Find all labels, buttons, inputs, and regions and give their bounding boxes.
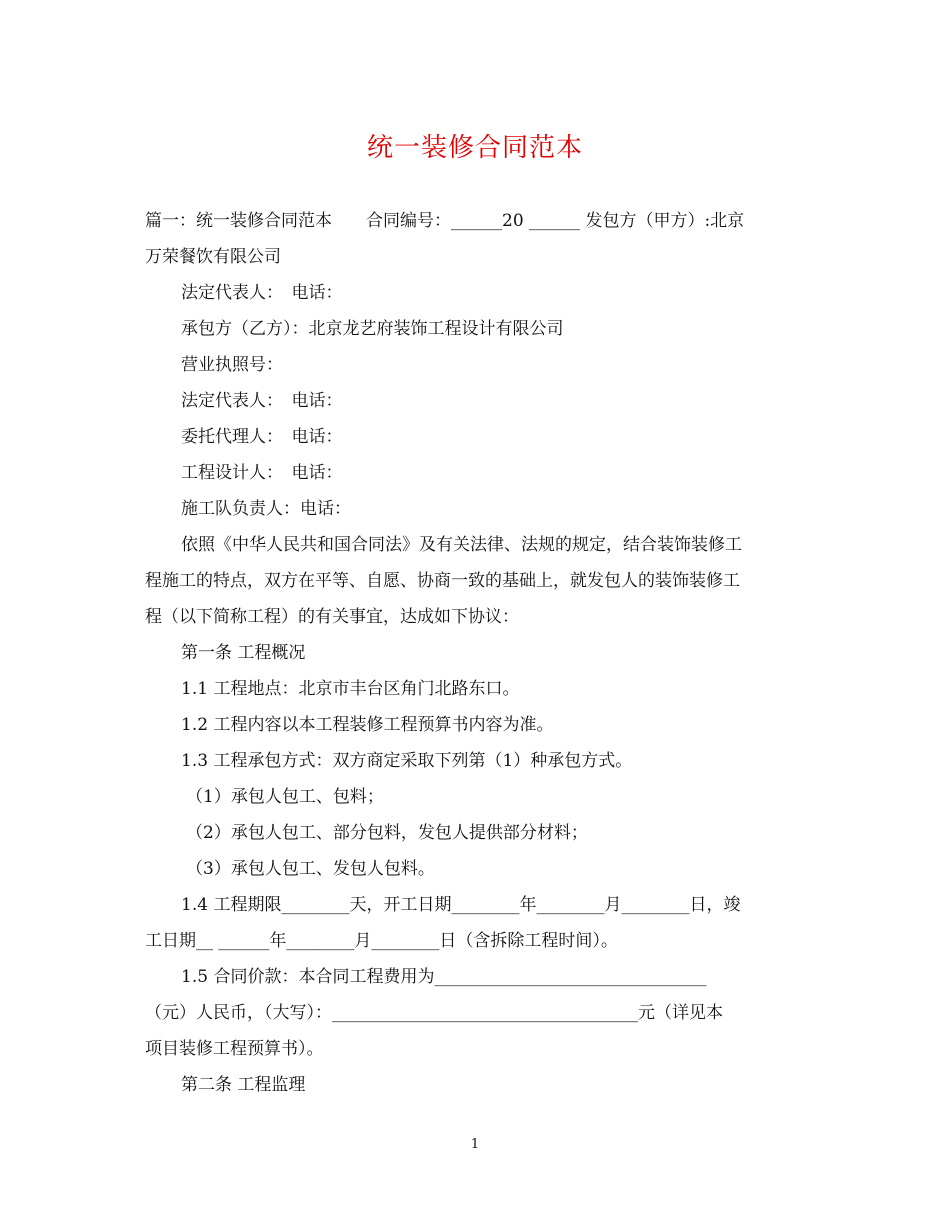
paragraph-line: 万荣餐饮有限公司 (145, 247, 281, 267)
paragraph-line: 1.3 工程承包方式：双方商定采取下列第（1）种承包方式。 (181, 751, 633, 771)
document-title: 统一装修合同范本 (366, 133, 583, 163)
paragraph-line: 法定代表人： 电话： (181, 391, 343, 411)
paragraph-line: 程（以下简称工程）的有关事宜，达成如下协议： (145, 607, 519, 627)
paragraph-line: 1.1 工程地点：北京市丰台区角门北路东口。 (181, 679, 520, 699)
paragraph-line: 项目装修工程预算书）。 (145, 1039, 324, 1059)
paragraph-line: 1.4 工程期限________天，开工日期________年________月________日，竣 (181, 895, 741, 915)
paragraph-line: （元）人民币，（大写）：____________________________________元（详见本 (145, 1003, 723, 1023)
paragraph-line: 承包方（乙方）：北京龙艺府装饰工程设计有限公司 (181, 319, 564, 339)
paragraph-line: 篇一：统一装修合同范本 合同编号：______20 ______ 发包方（甲方）:北京 (145, 211, 745, 231)
paragraph-line: 营业执照号： (181, 355, 283, 375)
paragraph-line: 1.5 合同价款：本合同工程费用为________________________________ (181, 967, 707, 987)
paragraph-line: 委托代理人： 电话： (181, 427, 343, 447)
list-item: （1）承包人包工、包料； (186, 787, 384, 807)
list-item: （3）承包人包工、发包人包料。 (186, 859, 435, 879)
paragraph-line: 工程设计人： 电话： (181, 463, 343, 483)
section-heading: 第一条 工程概况 (181, 643, 306, 663)
paragraph-line: 法定代表人： 电话： (181, 283, 343, 303)
paragraph-line: 1.2 工程内容以本工程装修工程预算书内容为准。 (181, 715, 554, 735)
document-body (145, 203, 805, 1103)
paragraph-line: 工日期__ ______年________月________日（含拆除工程时间）。 (145, 931, 618, 951)
list-item: （2）承包人包工、部分包料，发包人提供部分材料； (186, 823, 588, 843)
paragraph-line: 施工队负责人：电话： (181, 499, 351, 519)
page-number: 1 (470, 1137, 480, 1152)
paragraph-line: 依照《中华人民共和国合同法》及有关法律、法规的规定，结合装饰装修工 (181, 535, 742, 555)
section-heading: 第二条 工程监理 (181, 1075, 306, 1095)
paragraph-line: 程施工的特点，双方在平等、自愿、协商一致的基础上，就发包人的装饰装修工 (145, 571, 740, 591)
